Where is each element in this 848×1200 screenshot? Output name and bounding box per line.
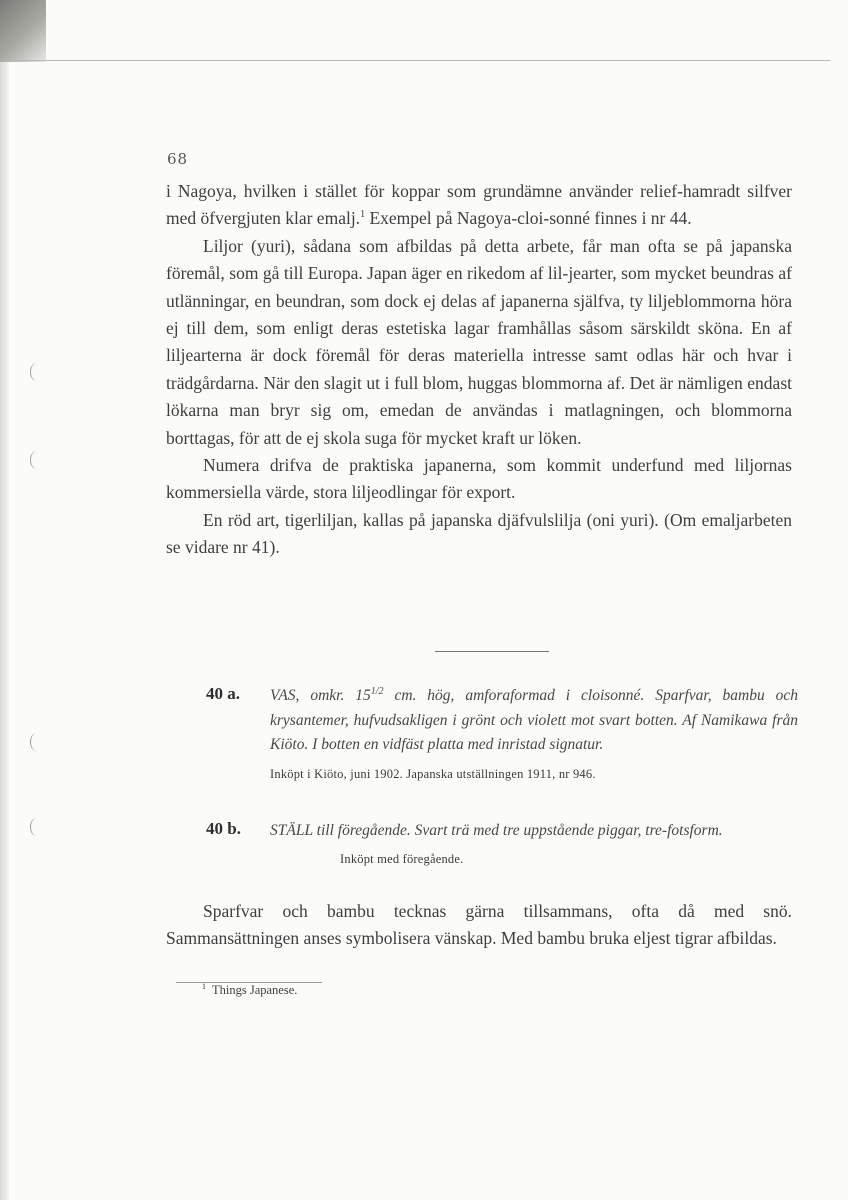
- paragraph: Liljor (yuri), sådana som afbildas på detta arbete, får man ofta se på japanska föremål, som gå till Europa. Japan äger en rikedom af lil-jearter, som mycket beundras af utlänningar, en beundran, som dock ej delas af japanerna själfva, ty liljeblommorna höra ej till dem, som enligt deras estetiska lagar framhållas såsom särskildt sköna. En af liljearterna är dock föremål för deras materiella intresse samt odlas här och hvar i trädgårdarna. När den slagit ut i full blom, huggas blommorna af. Det är nämligen endast lökarna man bryr sig om, emedan de användas i matlagningen, och blommorna borttagas, för att de ej skola suga för mycket kraft ur löken.: [166, 235, 792, 448]
- paragraph: En röd art, tigerliljan, kallas på japanska djäfvulslilja (oni yuri). (Om emaljarbeten se vidare nr 41).: [166, 509, 792, 558]
- scan-edge-shadow: [0, 0, 9, 1200]
- punch-hole-mark: [30, 818, 43, 836]
- paragraph: i Nagoya, hvilken i stället för koppar som grundämne använder relief-hamradt silfver med öfvergjuten klar emalj.$^1$ Exempel på Nagoya-cloi-sonné finnes i nr 44.: [166, 181, 792, 229]
- closing-paragraph: Sparfvar och bambu tecknas gärna tillsammans, ofta då med snö. Sammansättningen anses symbolisera vänskap. Med bambu bruka eljest tigrar afbildas.: [166, 901, 792, 948]
- footnote: [202, 983, 297, 998]
- entry-source: Inköpt med föregående.: [340, 851, 464, 866]
- page-number: 68: [167, 150, 189, 168]
- section-divider: [435, 651, 549, 652]
- entry-description: STÄLL till föregående. Svart trä med tre uppstående piggar, tre-fotsform. Inköpt med föregående.: [270, 819, 798, 871]
- entry-number: 40 b.: [206, 819, 241, 838]
- scan-corner-shadow: [0, 0, 46, 62]
- entry-source: Inköpt i Kiöto, juni 1902. Japanska utställningen 1911, nr 946.: [270, 766, 596, 781]
- scan-top-line: [12, 60, 830, 61]
- footnote-text: Things Japanese.: [212, 983, 298, 997]
- entry-description: VAS, omkr. $15^{1/2}$ cm. hög, amforaformad i cloisonné. Sparfvar, bambu och krysantemer, hufvudsakligen i grönt och violett mot svart botten. Af Namikawa från Kiöto. I botten en vidfäst platta med inristad signatur. Inköpt i Kiöto, juni 1902. Japanska utställningen 1911, nr 946.: [270, 684, 798, 786]
- punch-hole-mark: [30, 363, 43, 381]
- punch-hole-mark: [30, 733, 43, 751]
- footnote-ref: 1: [360, 209, 366, 221]
- body-text: [166, 178, 792, 562]
- punch-hole-mark: [30, 451, 43, 469]
- fraction: 1/2: [370, 685, 384, 697]
- footnote-marker: 1: [202, 981, 206, 991]
- paragraph: Numera drifva de praktiska japanerna, som kommit underfund med liljornas kommersiella värde, stora liljeodlingar för export.: [166, 455, 792, 503]
- entry-number: 40 a.: [206, 684, 240, 703]
